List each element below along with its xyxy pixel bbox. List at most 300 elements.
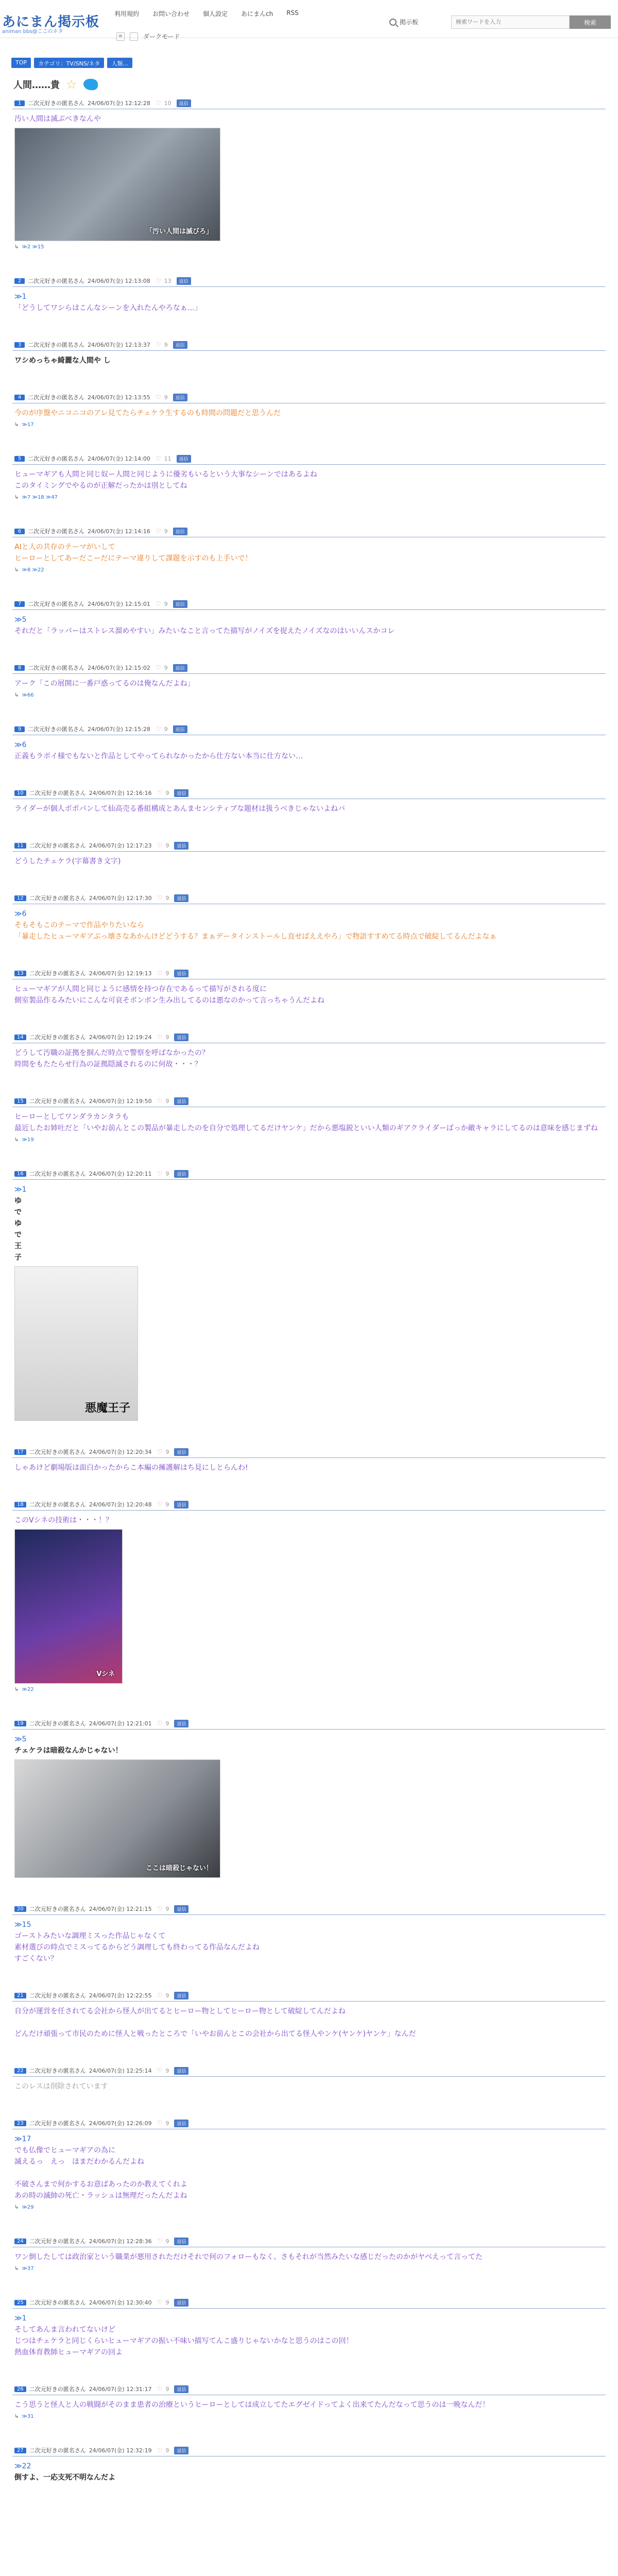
heart-count: 9 [165,2385,169,2393]
breadcrumb-thread[interactable]: 人類… [107,58,132,68]
post [12,1717,606,1903]
heart-icon[interactable]: ♡ [157,1992,163,1999]
post-text-line: ゴーストみたいな調理ミスった作品じゃなくて [14,1932,166,1940]
post-number[interactable]: 3 [14,342,25,348]
post-number[interactable]: 12 [14,895,26,901]
reply-button[interactable]: 返信 [174,2385,188,2393]
reply-arrow-icon: ↳ [14,244,19,250]
nav-rss[interactable]: RSS [286,9,299,16]
post-number[interactable]: 6 [14,529,25,534]
post [12,787,606,839]
reply-button[interactable]: 返信 [174,1033,188,1041]
post-text-line: 「暴走したヒューマギアぶっ壊さなあかんけどどうする？まぁデータインストールし直せばええやろ」で物語すすめてる時点で破綻してるんだよなぁ [14,933,497,941]
reply-link-list[interactable]: ≫2 ≫15 [22,244,44,250]
heart-icon[interactable]: ♡ [155,528,161,535]
post-date: 24/06/07(金) 12:30:40 [89,2299,152,2306]
post [12,1095,606,1167]
post-text-line [14,2167,604,2179]
poster-name: 二次元好きの匿名さん [29,2067,86,2074]
image-caption: 悪魔王子 [84,1402,130,1415]
post-header [12,97,606,109]
post [12,1498,606,1717]
post-body [12,735,606,762]
reply-arrow-icon: ↳ [14,495,19,500]
reply-button[interactable]: 返信 [174,1992,188,1999]
nav-animanch[interactable]: あにまんch [241,10,273,18]
post-header [12,662,606,674]
poster-name: 二次元好きの匿名さん [29,2238,86,2245]
heart-count: 9 [165,1033,169,1041]
post-list [0,97,618,2508]
post [12,2117,606,2235]
heart-icon[interactable]: ♡ [157,1170,163,1177]
dark-mode-toggle[interactable]: ダークモード [143,33,180,40]
post-text-line: 不破さんまで何かするお意ばあったのか教えてくれよ [14,2180,187,2189]
poster-name: 二次元好きの匿名さん [29,1906,86,1912]
poster-name: 二次元好きの匿名さん [29,2299,86,2306]
post-date: 24/06/07(金) 12:28:36 [89,2238,152,2245]
post-body [12,1511,606,1526]
post-text-line: 倒すよ、一応支死不明なんだよ [14,2473,115,2482]
heart-count: 9 [164,725,168,733]
heart-icon[interactable]: ♡ [155,341,161,348]
reply-anchor-link[interactable]: ≫6 [14,741,27,749]
post-body [12,1458,606,1473]
post-date: 24/06/07(金) 12:15:28 [88,726,150,733]
reply-arrow-icon: ↳ [14,1687,19,1692]
post-date: 24/06/07(金) 12:16:16 [89,790,152,796]
heart-count: 9 [165,1501,169,1508]
post-text-line: ヒューマギアも人間と同じ奴ー人間と同じように優劣もいるという大事なシーンではあるよね [14,470,317,479]
reply-button[interactable]: 返信 [174,1501,188,1509]
post-number[interactable]: 1 [14,100,25,106]
reply-link-list[interactable]: ≫31 [22,2414,34,2419]
post-text-line: このタイミングでやるのが正解だったかは別としてね [14,482,187,490]
heart-count: 9 [164,341,168,348]
poster-name: 二次元好きの匿名さん [28,601,84,607]
post-text-line: ヒーローとしてあーだこーだにテーマ違りして課題を示すのも上手いで！ [14,554,252,563]
post-number[interactable]: 7 [14,601,25,607]
post-text-line: でも仏像でヒューマギアの為に [14,2146,115,2155]
poster-name: 二次元好きの匿名さん [29,2447,86,2454]
post-date: 24/06/07(金) 12:31:17 [89,2386,152,2393]
post-date: 24/06/07(金) 12:15:01 [88,601,150,607]
poster-name: 二次元好きの匿名さん [28,528,84,535]
heart-count: 9 [165,2447,169,2454]
nav-contact[interactable]: お問い合わせ [152,10,190,18]
post-number[interactable]: 5 [14,456,25,462]
post-text-line: で [14,1208,22,1216]
poster-name: 二次元好きの匿名さん [29,2120,86,2127]
post-header [12,391,606,403]
post-date: 24/06/07(金) 12:20:34 [89,1449,152,1455]
post [12,525,606,598]
post-header [12,2235,606,2247]
heart-count: 9 [165,894,169,902]
reply-button[interactable]: 返信 [174,894,188,902]
heart-count: 9 [165,2238,169,2245]
post-text-line: で [14,1231,22,1239]
reply-links [12,2263,606,2272]
heart-icon[interactable]: ♡ [157,970,163,977]
reply-button[interactable]: 返信 [174,2299,188,2307]
heart-icon[interactable]: ♡ [157,2299,163,2306]
reply-button[interactable]: 返信 [174,1720,188,1727]
site-logo[interactable]: あにまん掲示板 [2,14,100,30]
search-scope-select[interactable]: 掲示板 [400,19,419,26]
reply-button[interactable]: 返信 [177,99,191,107]
reply-button[interactable]: 返信 [174,842,188,850]
heart-icon[interactable]: ♡ [155,99,161,107]
post-text-line: 熱血体育教師ヒューマギアの回よ [14,2348,123,2357]
post-number[interactable]: 8 [14,665,25,671]
post-number[interactable]: 2 [14,278,25,284]
site-logo-sub: animan bbs@ここのネタ [2,29,63,35]
post-header [12,1167,606,1180]
top-nav [114,9,299,18]
post [12,967,606,1031]
reply-button[interactable]: 返信 [173,394,187,401]
post-body [12,1180,606,1263]
post-number[interactable]: 10 [14,790,26,796]
post-text-line: ワシめっちゃ綺麗な人間や し [14,357,111,365]
post-body [12,1730,606,1756]
poster-name: 二次元好きの匿名さん [28,394,84,401]
reply-anchor-link[interactable]: ≫15 [14,1921,31,1929]
reply-anchor-link[interactable]: ≫17 [14,2135,31,2143]
post-date: 24/06/07(金) 12:32:19 [89,2447,152,2454]
post-image[interactable] [14,1759,220,1878]
post-text-line: ワン倒したしては政治家という職業が悪用されただけそれで何のフォローもなく、さもそれが当然みたいな感じだったのかがヤベえって言ってた [14,2253,483,2261]
post-number[interactable]: 15 [14,1098,26,1104]
post-number[interactable]: 20 [14,1906,26,1912]
heart-icon[interactable]: ♡ [155,600,161,607]
heart-icon[interactable]: ♡ [157,1501,163,1508]
post-date: 24/06/07(金) 12:17:23 [89,842,152,849]
reply-links [12,564,606,573]
image-caption: 「汚い人間は滅びろ」 [145,228,213,235]
nav-terms[interactable]: 利用規約 [114,10,140,18]
post-text-line: ゆ [14,1197,22,1205]
post-number[interactable]: 27 [14,2448,26,2453]
poster-name: 二次元好きの匿名さん [28,455,84,462]
post-number[interactable]: 14 [14,1035,26,1040]
reply-button[interactable]: 返信 [174,1170,188,1178]
heart-icon[interactable]: ♡ [157,1033,163,1041]
post-text-line: 最近したお姉吐だと「いやお前んとこの製品が暴走したのを自分で処理してるだけヤンケ」だから悪塩鋭といい人類のギアクライダーばっか敵キャラにしてるのは意味を感じまずね [14,1124,598,1132]
reply-anchor-link[interactable]: ≫1 [14,2314,27,2323]
reply-link-list[interactable]: ≫37 [22,2266,34,2272]
post-date: 24/06/07(金) 12:19:24 [89,1034,152,1041]
post-body [12,465,606,492]
post-text-line: 今のが序盤やニコニコのアレ見てたらチェケラ生するのも時間の問題だと思うんだ [14,409,281,417]
poster-name: 二次元好きの匿名さん [28,342,84,348]
heart-count: 9 [165,789,169,796]
post-text-line: 「どうしてワシらはこんなシーンを入れたんやろなぁ…」 [14,304,202,312]
heart-icon[interactable]: ♡ [155,664,161,671]
heart-count: 9 [165,970,169,977]
post-header [12,2117,606,2129]
reply-arrow-icon: ↳ [14,2205,19,2210]
heart-count: 13 [164,277,171,284]
post [12,2235,606,2296]
post [12,598,606,662]
heart-count: 9 [165,2067,169,2074]
poster-name: 二次元好きの匿名さん [29,1501,86,1508]
post-image[interactable] [14,128,220,241]
reply-anchor-link[interactable]: ≫1 [14,1185,27,1194]
post-date: 24/06/07(金) 12:22:55 [89,1992,152,1999]
reply-button[interactable]: 返信 [174,970,188,977]
post-header [12,1031,606,1043]
post-text-line: チェケラは暗殺なんかじゃない！ [14,1747,123,1755]
reply-anchor-link[interactable]: ≫1 [14,293,27,301]
nav-settings[interactable]: 個人設定 [203,10,228,18]
twitter-share-icon[interactable] [83,79,98,90]
heart-icon[interactable]: ♡ [157,1448,163,1455]
post [12,1989,606,2064]
post [12,839,606,892]
heart-icon[interactable]: ♡ [155,277,161,284]
heart-count: 9 [165,2299,169,2306]
reply-link-list[interactable]: ≫8 ≫22 [22,567,44,573]
poster-name: 二次元好きの匿名さん [29,1992,86,1999]
poster-name: 二次元好きの匿名さん [29,970,86,977]
post-image[interactable] [14,1529,123,1684]
reply-links [12,689,606,698]
reply-anchor-link[interactable]: ≫5 [14,1735,27,1743]
post-date: 24/06/07(金) 12:12:28 [88,100,150,107]
post-date: 24/06/07(金) 12:26:09 [89,2120,152,2127]
post-date: 24/06/07(金) 12:13:37 [88,342,150,348]
heart-count: 11 [164,455,171,462]
post-text-line: どんだけ頑張って市民のために怪人と戦ったところで「いやお前んとこの会社から出てる怪人やンケ(ヤンケ)ヤンケ」なんだ [14,2030,416,2038]
post-text-line: 側室製品作るみたいにこんな可哀そボンボン生み出してるのは悪なのかって言っちゃうんだよね [14,996,324,1005]
search-button[interactable]: 検索 [570,15,611,29]
heart-count: 10 [164,99,171,107]
post-header [12,2296,606,2309]
post-text-line: そもそもこのテーマで作品やりたいなら [14,921,144,929]
post [12,892,606,967]
heart-count: 9 [165,1097,169,1105]
post-header [12,723,606,735]
reply-link-list[interactable]: ≫66 [22,692,34,698]
post-text-line: 汚い人間は滅ぶべきなんや [14,115,101,123]
breadcrumb-top[interactable]: TOP [11,58,31,68]
post [12,723,606,787]
post [12,97,606,275]
heart-icon[interactable]: ♡ [157,2238,163,2245]
post-date: 24/06/07(金) 12:20:48 [89,1501,152,1508]
post-header [12,967,606,979]
post-number[interactable]: 11 [14,843,26,849]
post [12,2444,606,2508]
reply-button[interactable]: 返信 [177,455,191,463]
post-text-line: ヒーローとしてワンダラカンタラも [14,1113,129,1121]
reply-anchor-link[interactable]: ≫6 [14,910,27,918]
heart-icon[interactable]: ♡ [157,1720,163,1727]
post-number[interactable]: 16 [14,1171,26,1177]
heart-icon[interactable]: ♡ [157,1905,163,1912]
heart-count: 9 [165,1720,169,1727]
post-number[interactable]: 23 [14,2121,26,2126]
heart-icon[interactable]: ♡ [157,2385,163,2393]
post-header [12,338,606,351]
post-header [12,1717,606,1730]
poster-name: 二次元好きの匿名さん [29,1720,86,1727]
post-text-line: 正義もラボイ様でもないと作品としてやってられなかったから仕方ない本当に仕方ない… [14,752,303,760]
post-image[interactable] [14,1266,138,1421]
post-text-line [14,2017,604,2028]
post-text-line: じつはチェケラと同じくらいヒューマギアの振い不味い描写てんこ盛りじゃないかなと思うのはこの回！ [14,2337,353,2345]
reply-button[interactable]: 返信 [174,789,188,797]
post-body [12,351,606,366]
search-bar [389,15,611,29]
post-number[interactable]: 25 [14,2300,26,2306]
reply-button[interactable]: 返信 [174,2238,188,2245]
post-body [12,2002,606,2040]
reply-arrow-icon: ↳ [14,2266,19,2272]
heart-icon[interactable]: ♡ [157,789,163,796]
search-input[interactable] [451,15,570,29]
post [12,1903,606,1989]
reply-link-list[interactable]: ≫17 [22,422,34,428]
toggle-icon[interactable] [130,32,138,41]
post [12,2296,606,2383]
post-body [12,610,606,637]
reply-link-list[interactable]: ≫7 ≫18 ≫47 [22,495,58,500]
post [12,275,606,338]
post-number[interactable]: 21 [14,1993,26,1998]
reply-anchor-link[interactable]: ≫22 [14,2462,31,2470]
post-body [12,2309,606,2358]
post-number[interactable]: 4 [14,395,25,400]
post-number[interactable]: 22 [14,2068,26,2074]
favorite-star-icon[interactable]: ☆ [66,77,77,92]
heart-icon[interactable]: ♡ [157,894,163,902]
post-date: 24/06/07(金) 12:20:11 [89,1171,152,1177]
heart-icon[interactable]: ♡ [157,1097,163,1105]
reply-arrow-icon: ↳ [14,2414,19,2419]
post-date: 24/06/07(金) 12:13:08 [88,278,150,284]
post-text-line: どうして汚職の証拠を掴んだ時点で警察を呼ばなかったの？ [14,1049,209,1057]
post-body [12,2395,606,2411]
post-number[interactable]: 24 [14,2239,26,2244]
post-text-line: ライダーが個人ボポパンして仙高売る番組構成とあんまセンシティブな題材は扱うべきじゃないよねバ [14,805,346,813]
post-body [12,403,606,419]
reply-button[interactable]: 返信 [173,341,187,349]
reply-link-list[interactable]: ≫29 [22,2205,34,2210]
reply-button[interactable]: 返信 [177,277,191,285]
poster-name: 二次元好きの匿名さん [29,1449,86,1455]
page-title: 人間……貴 [13,80,60,91]
reply-button[interactable]: 返信 [174,2120,188,2127]
heart-count: 9 [165,1992,169,1999]
heart-icon[interactable]: ♡ [155,394,161,401]
post-text-line: ゆ [14,1219,22,1228]
post-body [12,979,606,1006]
post-header [12,525,606,537]
reply-button[interactable]: 返信 [173,528,187,535]
heart-icon[interactable]: ♡ [155,455,161,462]
reply-button[interactable]: 返信 [173,600,187,608]
reply-anchor-link[interactable]: ≫5 [14,616,27,624]
heart-count: 9 [165,1448,169,1455]
heart-icon[interactable]: ♡ [157,842,163,849]
post-text-line: それだと「ラッパーはストレス溜めやすい」みたいなこと言ってた描写がノイズを捉えたノイズなのはいいんスかコレ [14,627,395,635]
post-text-line: ヒューマギアが人間と同じように感情を持つ存在であるって描写がされる度に [14,985,267,993]
post-number[interactable]: 9 [14,726,25,732]
post-number[interactable]: 19 [14,1721,26,1726]
post [12,1446,606,1498]
post-text-line: どうしたチェケラ(字幕書き文字) [14,857,121,866]
reply-link-list[interactable]: ≫22 [22,1687,34,1692]
breadcrumb-category[interactable]: カテゴリ：TV/SNS/ネタ [34,58,104,68]
sub-nav [116,32,180,41]
post [12,2064,606,2117]
post-header [12,2444,606,2456]
post-date: 24/06/07(金) 12:13:55 [88,394,150,401]
post-text-line: すごくない？ [14,1955,58,1963]
post-body [12,2456,606,2483]
poster-name: 二次元好きの匿名さん [29,895,86,902]
breadcrumb [0,38,618,70]
post-header [12,1989,606,2002]
post-body [12,1915,606,1964]
post-text-line: 自分が運営を任されてる会社から怪人が出てるとヒーロー物としてヒーロー物として破綻してんだよね [14,2007,346,2015]
reply-button[interactable]: 返信 [174,1448,188,1456]
post [12,1167,606,1446]
post-header [12,839,606,852]
reply-button[interactable]: 返信 [173,664,187,672]
reply-arrow-icon: ↳ [14,1137,19,1143]
reply-button[interactable]: 返信 [174,2447,188,2454]
post-number[interactable]: 18 [14,1502,26,1507]
reply-link-list[interactable]: ≫19 [22,1137,34,1143]
post-number[interactable]: 17 [14,1449,26,1455]
reply-links [12,2411,606,2419]
reply-links [12,1134,606,1143]
post-date: 24/06/07(金) 12:17:30 [89,895,152,902]
post-number[interactable]: 13 [14,971,26,976]
post-text-line: 素材選びの時点でミスってるからどう調理しても終わってる作品なんだよね [14,1943,260,1952]
post-header [12,1903,606,1915]
post-date: 24/06/07(金) 12:25:14 [89,2067,152,2074]
reply-button[interactable]: 返信 [174,2067,188,2075]
post-header [12,1498,606,1511]
search-icon [389,19,397,26]
reply-button[interactable]: 返信 [174,1097,188,1105]
post-header [12,1095,606,1107]
heart-icon[interactable]: ♡ [157,2447,163,2454]
reply-button[interactable]: 返信 [173,725,187,733]
heart-icon[interactable]: ♡ [155,725,161,733]
post-number[interactable]: 26 [14,2386,26,2392]
reply-button[interactable]: 返信 [174,1905,188,1913]
reply-links [12,492,606,500]
post-body [12,674,606,689]
poster-name: 二次元好きの匿名さん [29,842,86,849]
poster-name: 二次元好きの匿名さん [29,1171,86,1177]
poster-name: 二次元好きの匿名さん [28,665,84,671]
post-header [12,598,606,610]
menu-icon[interactable]: ≡ [116,32,125,41]
heart-icon[interactable]: ♡ [157,2067,163,2074]
poster-name: 二次元好きの匿名さん [29,1034,86,1041]
post-text-line: AIと人の共存のテーマがいして [14,543,115,551]
heart-icon[interactable]: ♡ [157,2120,163,2127]
post-text-line: こう思うと怪人と人の戦闘がそのまま患者の治療というヒーローとしては成立してたエグゼイドってよく出来てたんだなって思うのは一晩なんだ！ [14,2401,490,2409]
